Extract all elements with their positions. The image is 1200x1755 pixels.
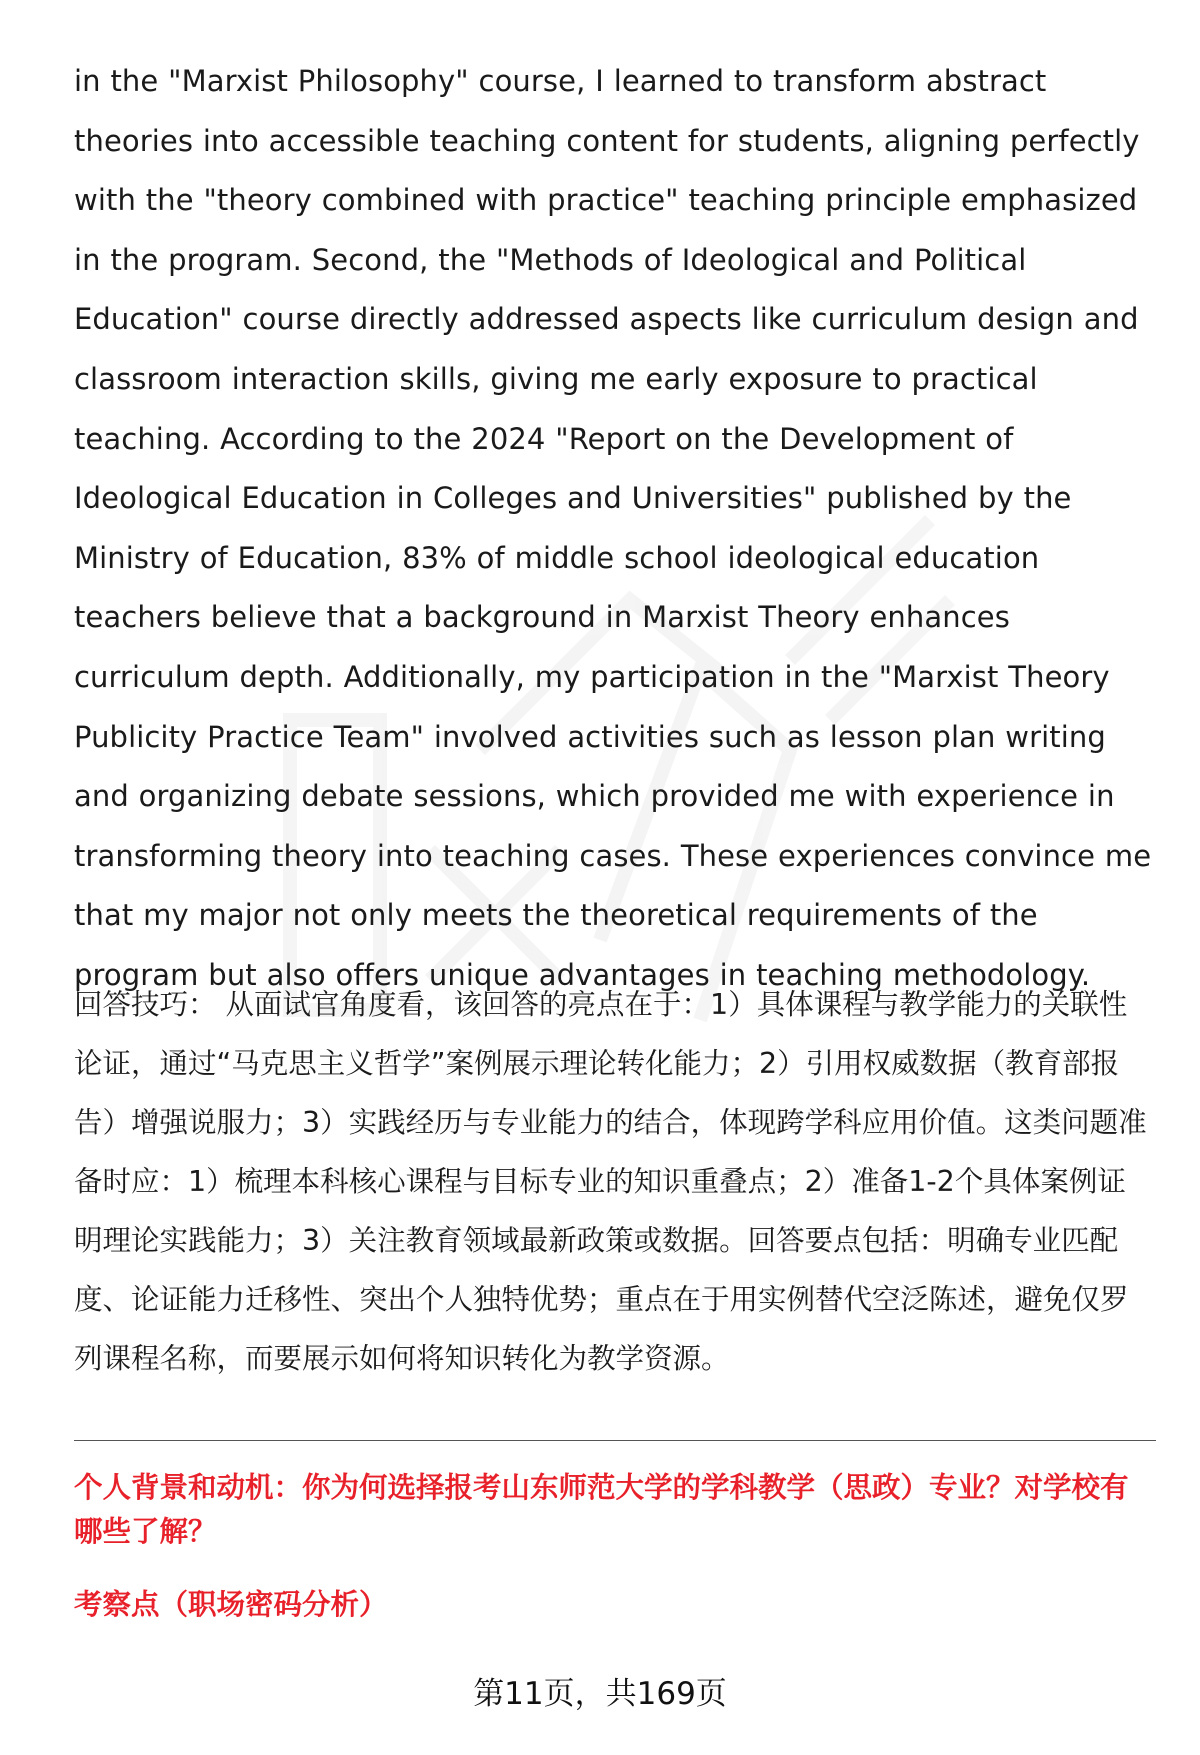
section-divider	[74, 1440, 1156, 1441]
interview-question-heading: 个人背景和动机：你为何选择报考山东师范大学的学科教学（思政）专业？对学校有哪些了解？	[74, 1471, 1129, 1548]
page-number: 第11页，共169页	[473, 1676, 727, 1712]
assessment-points-heading: 考察点（职场密码分析）	[74, 1588, 388, 1621]
answer-tips-paragraph: 回答技巧： 从面试官角度看，该回答的亮点在于：1）具体课程与教学能力的关联性论证，通过“马克思主义哲学”案例展示理论转化能力；2）引用权威数据（教育部报告）增强说服力；3）实践经历与专业能力的结合，体现跨学科应用价值。这类问题准备时应：1）梳理本科核心课程与目标专业的知识重叠点；2）准备1-2个具体案例证明理论实践能力；3）关注教育领域最新政策或数据。回答要点包括：明确专业匹配度、论证能力迁移性、突出个人独特优势；重点在于用实例替代空泛陈述，避免仅罗列课程名称，而要展示如何将知识转化为教学资源。	[74, 988, 1147, 1375]
answer-english-paragraph: in the "Marxist Philosophy" course, I learned to transform abstract theories into accessible teaching content for students, aligning perfectly with the "theory combined with practice" teaching principle emphasized in the program. Second, the "Methods of Ideological and Political Education" course directly addressed aspects like curriculum design and classroom interaction skills, giving me early exposure to practical teaching. According to the 2024 "Report on the Development of Ideological Education in Colleges and Universities" published by the Ministry of Education, 83% of middle school ideological education teachers believe that a background in Marxist Theory enhances curriculum depth. Additionally, my participation in the "Marxist Theory Publicity Practice Team" involved activities such as lesson plan writing and organizing debate sessions, which provided me with experience in transforming theory into teaching cases. These experiences convince me that my major not only meets the theoretical requirements of the program but also offers unique advantages in teaching methodology.	[74, 64, 1152, 992]
